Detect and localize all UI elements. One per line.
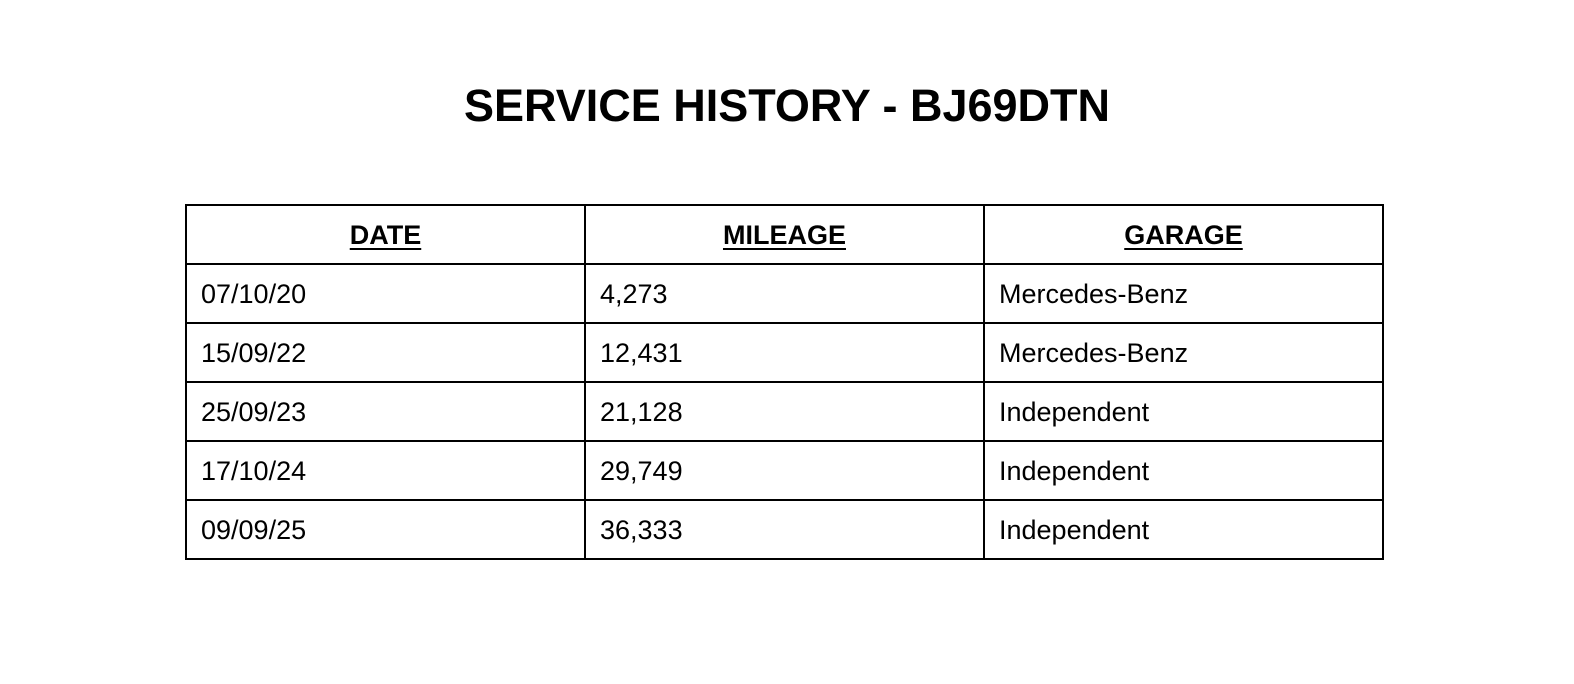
table-row	[186, 382, 1383, 441]
cell-date: 25/09/23	[186, 382, 585, 441]
cell-garage: Independent	[984, 441, 1383, 500]
cell-date: 07/10/20	[186, 264, 585, 323]
cell-garage: Mercedes-Benz	[984, 323, 1383, 382]
cell-mileage: 4,273	[585, 264, 984, 323]
cell-date: 15/09/22	[186, 323, 585, 382]
cell-garage: Mercedes-Benz	[984, 264, 1383, 323]
column-header-date: DATE	[186, 205, 585, 264]
column-header-mileage: MILEAGE	[585, 205, 984, 264]
table-row	[186, 323, 1383, 382]
cell-date: 17/10/24	[186, 441, 585, 500]
cell-garage: Independent	[984, 382, 1383, 441]
cell-mileage: 29,749	[585, 441, 984, 500]
column-header-garage: GARAGE	[984, 205, 1383, 264]
table-row	[186, 441, 1383, 500]
service-history-table	[185, 204, 1384, 560]
table-row	[186, 264, 1383, 323]
table-row	[186, 500, 1383, 559]
cell-mileage: 21,128	[585, 382, 984, 441]
cell-garage: Independent	[984, 500, 1383, 559]
table-header-row	[186, 205, 1383, 264]
cell-date: 09/09/25	[186, 500, 585, 559]
cell-mileage: 36,333	[585, 500, 984, 559]
page-title: SERVICE HISTORY - BJ69DTN	[463, 80, 1111, 131]
cell-mileage: 12,431	[585, 323, 984, 382]
